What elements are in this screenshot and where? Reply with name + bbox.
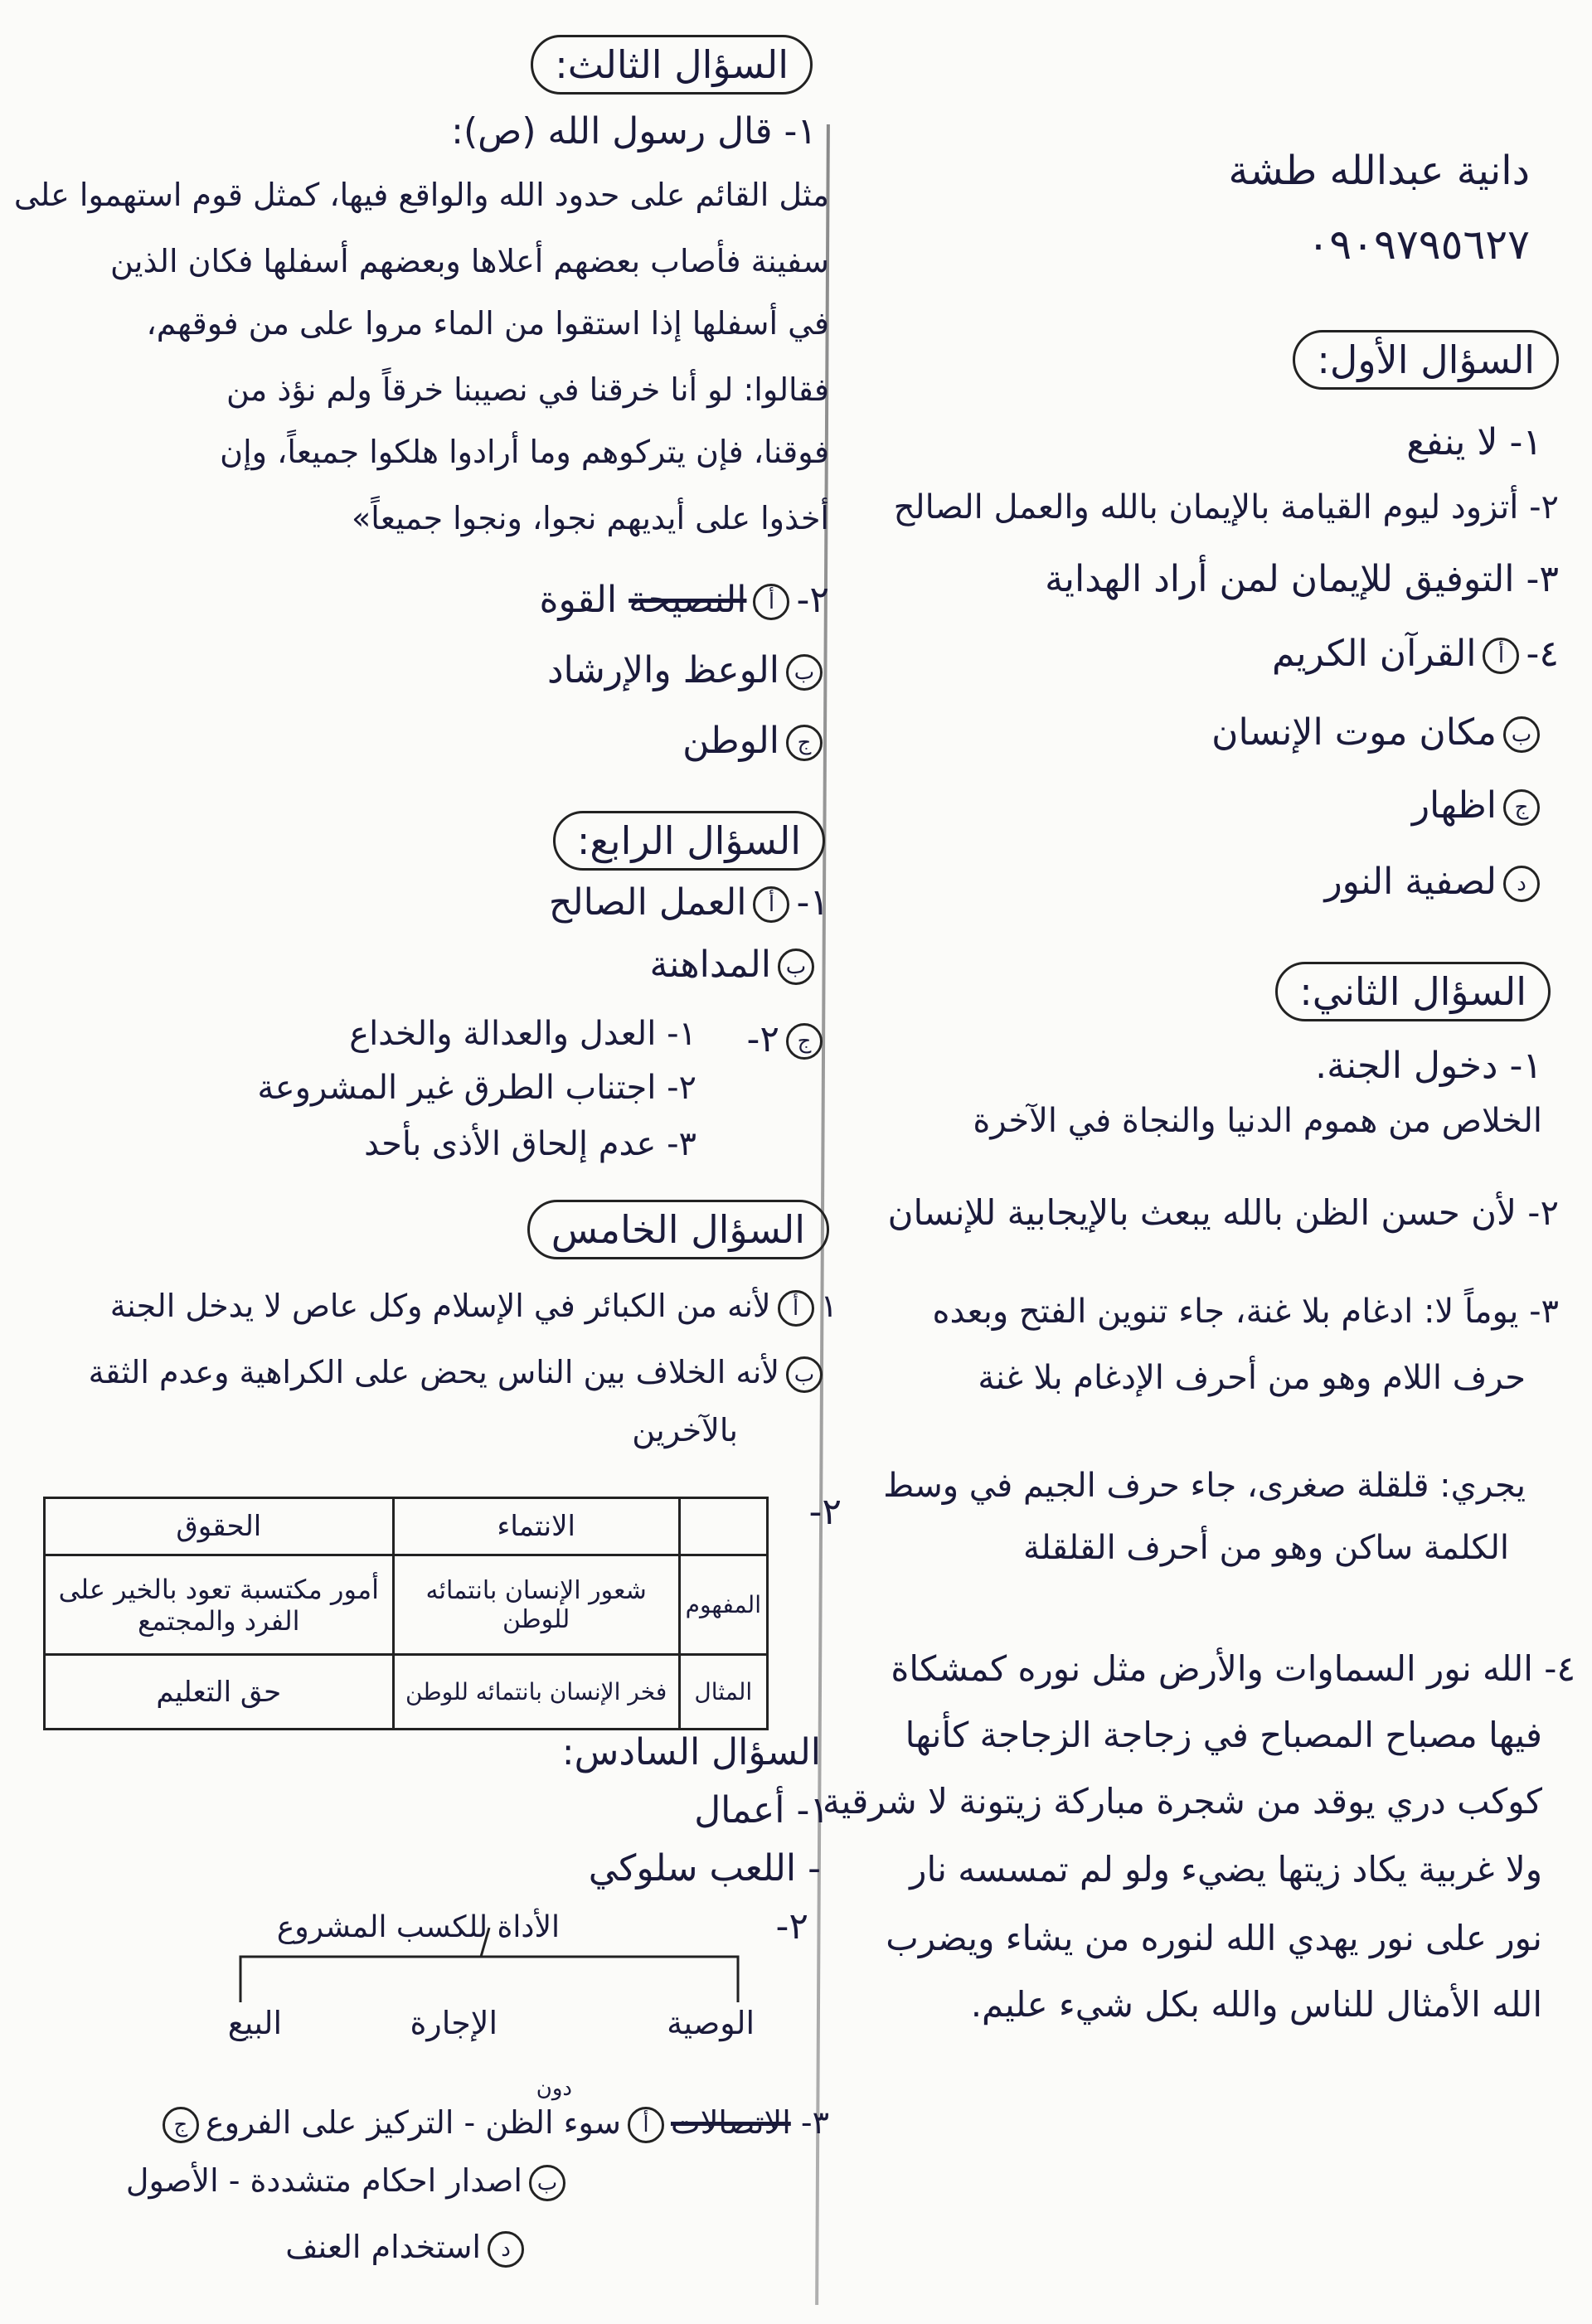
q6-item-3-note: دون: [536, 2076, 572, 2101]
option-d-mark: د: [1503, 866, 1540, 902]
q6-item-1: ١- أعمال: [694, 1789, 829, 1832]
q2-item-1b: الخلاص من هموم الدنيا والنجاة في الآخرة: [973, 1102, 1542, 1140]
table-header-cell: الانتماء: [393, 1498, 679, 1555]
q6-item-3c-text: استخدام العنف: [285, 2229, 481, 2265]
option-c-mark: ج: [786, 725, 823, 761]
q6-diagram-title: الأداة للكسب المشروع: [276, 1910, 560, 1944]
q2-item-4f: الله الأمثال للناس والله بكل شيء عليم.: [970, 1984, 1542, 2025]
q1-item-1: ١- لا ينفع: [1406, 421, 1542, 463]
option-b-mark: ب: [778, 949, 814, 985]
q1-prefix-4: ٤-: [1526, 633, 1559, 675]
q2-item-4b: فيها مصباح المصباح في زجاجة الزجاجة كأنها: [905, 1715, 1542, 1755]
q1-item-4b-text: مكان موت الإنسان: [1211, 711, 1497, 754]
q3-hadith-1: مثل القائم على حدود الله والواقع فيها، كمثل قوم استهموا على: [13, 177, 829, 213]
q6-item-3b: [126, 2164, 572, 2201]
table-cell: المفهوم: [679, 1555, 767, 1655]
q3-item-2b: [547, 651, 829, 691]
option-b-mark: ب: [786, 654, 823, 691]
option-b-mark: ب: [1503, 716, 1540, 753]
q2-item-4c: كوكب دري يوقد من شجرة مباركة زيتونة لا شرقية: [823, 1781, 1542, 1822]
q1-item-4d-text: لصفية النور: [1324, 861, 1497, 903]
q1-item-4-text: القرآن الكريم: [1272, 633, 1477, 675]
q5-item-1: [110, 1289, 837, 1327]
q4-item-1: [549, 883, 829, 923]
q6-item-1b: - اللعب سلوكي: [588, 1847, 821, 1890]
q5-item-2-prefix: ٢-: [808, 1491, 842, 1533]
q4-item-2b: ٢- اجتناب الطرق غير المشروعة: [257, 1069, 696, 1107]
q1-item-4c: [1412, 786, 1546, 826]
tree-stem: [481, 1928, 489, 1957]
table-header-cell: [679, 1498, 767, 1555]
q3-hadith-4: فقالوا: لو أنا خرقنا في نصيبنا خرقاً ولم نؤذ من: [226, 371, 829, 408]
q3-sub-prefix: ٢-: [796, 579, 829, 621]
q4-item-2a: ١- العدل والعدالة والخداع: [349, 1015, 696, 1053]
q3-hadith-5: فوقنا، فإن يتركوهم وما أرادوا هلكوا جميعاً، وإن: [220, 434, 829, 470]
rights-belonging-table: [43, 1497, 769, 1730]
q4-item-2-label: ٢-: [746, 1018, 779, 1060]
option-b-mark: ب: [786, 1356, 823, 1393]
q5-item-1-text: لأنه من الكبائر في الإسلام وكل عاص لا يدخل الجنة: [109, 1288, 771, 1324]
q2-item-3d: الكلمة ساكن وهو من أحرف القلقلة: [1023, 1529, 1509, 1567]
q6-branch-will: الوصية: [667, 2005, 755, 2041]
table-row: [45, 1655, 768, 1730]
q2-item-3b: حرف اللام وهو من أحرف الإدغام بلا غنة: [978, 1359, 1526, 1397]
student-name: دانية عبدالله طشة: [1228, 148, 1530, 194]
option-a-mark: أ: [753, 584, 789, 620]
q2-heading: السؤال الثاني:: [1275, 962, 1551, 1021]
table-row: [45, 1555, 768, 1655]
q1-heading: السؤال الأول:: [1293, 330, 1559, 390]
q4-item-2c: ٣- عدم إلحاق الأذى بأحد: [364, 1125, 696, 1163]
q1-item-4b: [1211, 713, 1546, 753]
table-cell: شعور الإنسان بانتمائه للوطن: [393, 1555, 679, 1655]
q3-crossed-word: النصيحة: [629, 579, 747, 621]
q4-item-1-text: العمل الصالح: [548, 881, 747, 924]
q2-item-1: ١- دخول الجنة.: [1315, 1045, 1542, 1087]
q2-item-3c: يجري: قلقلة صغرى، جاء حرف الجيم في وسط: [883, 1467, 1526, 1505]
q4-item-1b: [650, 945, 821, 985]
q4-item-2-prefix: [746, 1020, 829, 1060]
q1-item-4c-text: اظهار: [1411, 784, 1497, 827]
q6-item-3: [156, 2106, 829, 2143]
q2-item-4d: ولا غربية يكاد زيتها يضيء ولو لم تمسسه نار: [910, 1849, 1542, 1890]
table-cell: فخر الإنسان بانتمائه للوطن: [393, 1655, 679, 1730]
q6-branch-sale: البيع: [227, 2005, 282, 2041]
q2-item-2: ٢- لأن حسن الظن بالله يبعث بالإيجابية للإنسان: [887, 1192, 1559, 1233]
table-cell: أمور مكتسبة تعود بالخير على الفرد والمجتمع: [45, 1555, 394, 1655]
option-a-mark: أ: [628, 2107, 664, 2143]
q6-heading: السؤال السادس:: [561, 1731, 821, 1773]
option-c-mark: ج: [1503, 789, 1540, 826]
q6-item-3-prefix: ٣-: [800, 2104, 829, 2141]
q6-branch-rent: الإجارة: [410, 2005, 498, 2041]
tree-bracket: [240, 1957, 738, 2002]
option-c-mark: ج: [786, 1023, 823, 1060]
q6-item-3c: [285, 2230, 531, 2268]
q6-crossed-word: الاتصالات: [670, 2104, 791, 2141]
q3-sub-c: الوطن: [682, 720, 779, 762]
q3-heading: السؤال الثالث:: [531, 35, 813, 95]
q4-item-1-prefix: ١-: [796, 881, 829, 924]
q3-item-2: [539, 580, 829, 620]
q4-item-1b-text: المداهنة: [649, 944, 771, 986]
q1-item-4d: [1324, 862, 1546, 902]
q3-hadith-3: في أسفلها إذا استقوا من الماء مروا على من فوقهم،: [146, 305, 829, 342]
option-c-mark: ج: [163, 2107, 199, 2143]
option-b-mark: ب: [529, 2165, 565, 2201]
table-cell: المثال: [679, 1655, 767, 1730]
q5-item-1b-text: لأنه الخلاف بين الناس يحض على الكراهية وعدم الثقة: [88, 1354, 779, 1390]
q1-item-3: ٣- التوفيق للإيمان لمن أراد الهداية: [1045, 558, 1559, 600]
q5-item-1b-cont: بالآخرين: [632, 1412, 738, 1448]
q1-item-2: ٢- أتزود ليوم القيامة بالإيمان بالله والعمل الصالح: [893, 488, 1559, 526]
option-a-mark: أ: [778, 1290, 814, 1327]
q2-item-4a: ٤- الله نور السماوات والأرض مثل نوره كمشكاة: [891, 1648, 1575, 1689]
option-a-mark: أ: [1483, 638, 1519, 674]
student-phone: ٠٩٠٩٧٩٥٦٢٧: [1307, 221, 1530, 269]
q6-item-3b-text: اصدار احكام متشددة - الأصول: [125, 2162, 522, 2199]
q3-item-1: ١- قال رسول الله (ص):: [451, 110, 817, 153]
option-a-mark: أ: [753, 886, 789, 923]
table-cell: حق التعليم: [45, 1655, 394, 1730]
q5-item-1b: [89, 1356, 829, 1393]
q1-item-4: [1272, 634, 1559, 674]
q3-sub-b: الوعظ والإرشاد: [546, 649, 779, 691]
q5-item-1-prefix: ١: [820, 1288, 837, 1324]
q5-heading: السؤال الخامس: [527, 1200, 829, 1259]
q3-item-2c: [682, 721, 829, 761]
q6-item-2-prefix: ٢-: [775, 1905, 808, 1948]
q3-sub-a: القوة: [539, 579, 618, 621]
q3-hadith-2: سفينة فأصاب بعضهم أعلاها وبعضهم أسفلها فكان الذين: [109, 243, 829, 279]
q3-hadith-6: أخذوا على أيديهم نجوا، ونجوا جميعاً»: [352, 500, 829, 536]
option-d-mark: د: [488, 2231, 524, 2268]
q4-heading: السؤال الرابع:: [553, 811, 825, 871]
q6-item-3-text: سوء الظن - التركيز على الفروع: [205, 2104, 621, 2141]
q2-item-3a: ٣- يوماً لا: ادغام بلا غنة، جاء تنوين الفتح وبعده: [932, 1293, 1559, 1331]
table-header-row: [45, 1498, 768, 1555]
table-header-cell: الحقوق: [45, 1498, 394, 1555]
q2-item-4e: نور على نور يهدي الله لنوره من يشاء ويضرب: [886, 1918, 1542, 1958]
